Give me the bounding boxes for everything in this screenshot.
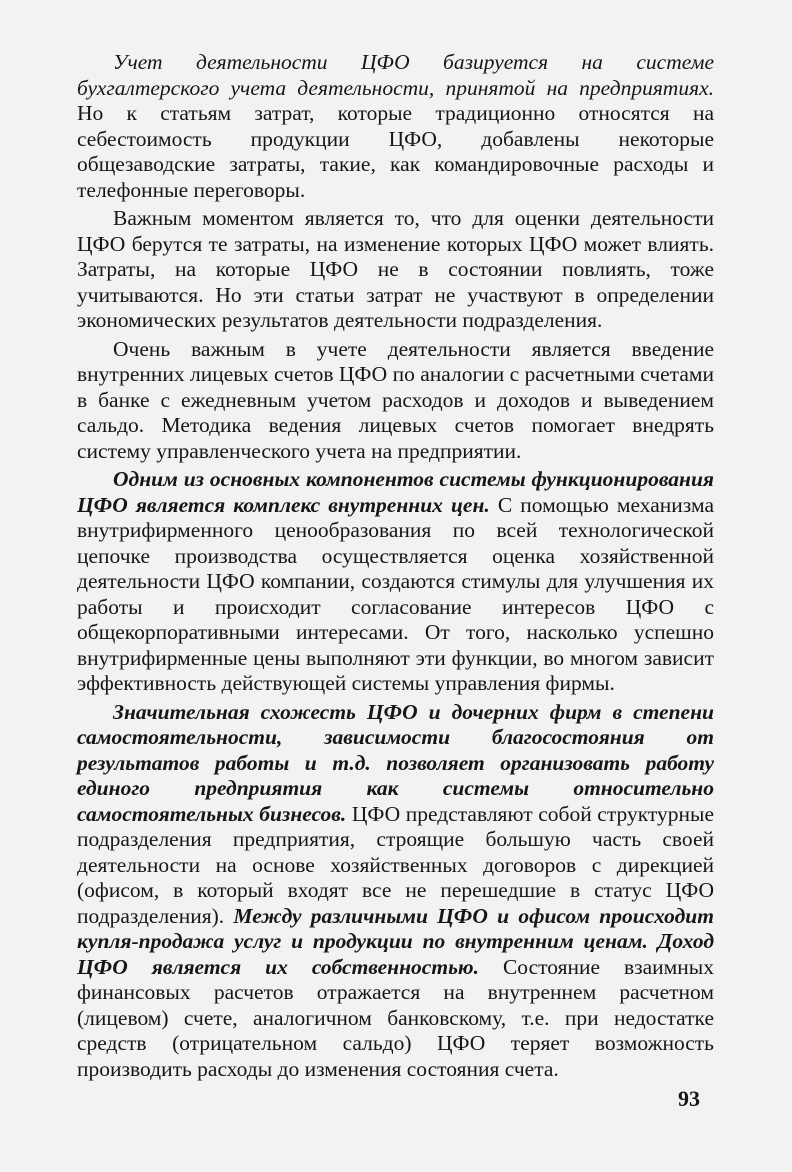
paragraph-text: Но к статьям затрат, которые традиционно относятся на себестоимость продукции ЦФО, добавлены некоторые общезаводские затраты, такие, как командировочные расходы и телефонные переговоры. — [77, 101, 714, 202]
paragraph-text-2: Состояние взаимных финансовых расчетов отражается на внутреннем расчетном (лицевом) счете, аналогичном банковскому, т.е. при недостатке средств (отрицательном сальдо) ЦФО теряет возможность производить расходы до изменения состояния счета. — [77, 954, 714, 1081]
page-number: 93 — [678, 1086, 700, 1111]
italic-emphasis: Учет деятельности ЦФО базируется на системе бухгалтерского учета деятельности, принятой на предприятиях. — [77, 50, 714, 100]
paragraph-text: Важным моментом является то, что для оценки деятельности ЦФО берутся те затраты, на изменение которых ЦФО может влиять. Затраты, на которые ЦФО не в состоянии повлиять, тоже учитываются. Но эти статьи затрат не участвуют в определении экономических результатов деятельности подразделения. — [77, 206, 714, 332]
paragraph-text: ЦФО представляют собой структурные подразделения предприятия, строящие большую часть своей деятельности на основе хозяйственных договоров с дирекцией (офисом, в который входят все не перешедшие в статус ЦФО подразделения). — [77, 801, 714, 928]
bold-italic-emphasis: Значительная схожесть ЦФО и дочерних фирм в степени самостоятельности, зависимости благосостояния от результатов работы и т.д. позволяет организовать работу единого предприятия как системы относительно самостоятельных бизнесов. — [77, 699, 714, 826]
paragraph-4 — [77, 467, 714, 697]
bold-italic-emphasis-2: Между различными ЦФО и офисом происходит купля-продажа услуг и продукции по внутренним ценам. Доход ЦФО является их собственностью. — [77, 903, 714, 979]
paragraph-text: С помощью механизма внутрифирменного ценообразования по всей технологической цепочке производства осуществляется оценка хозяйственной деятельности ЦФО компании, создаются стимулы для улучшения их работы и происходит согласование интересов ЦФО с общекорпоративными интересами. От того, насколько успешно внутрифирменные цены выполняют эти функции, во многом зависит эффективность действующей системы управления фирмы. — [77, 492, 714, 695]
bold-italic-emphasis: Одним из основных компонентов системы функционирования ЦФО является комплекс внутренних цен. — [77, 467, 714, 517]
paragraph-3 — [77, 337, 714, 465]
body-text — [77, 50, 714, 1085]
paragraph-2 — [77, 206, 714, 334]
paragraph-text: Очень важным в учете деятельности является введение внутренних лицевых счетов ЦФО по аналогии с расчетными счетами в банке с ежедневным учетом расходов и доходов и выведением сальдо. Методика ведения лицевых счетов помогает внедрять систему управленческого учета на предприятии. — [77, 336, 714, 463]
paragraph-5 — [77, 700, 714, 1083]
paragraph-1 — [77, 50, 714, 203]
